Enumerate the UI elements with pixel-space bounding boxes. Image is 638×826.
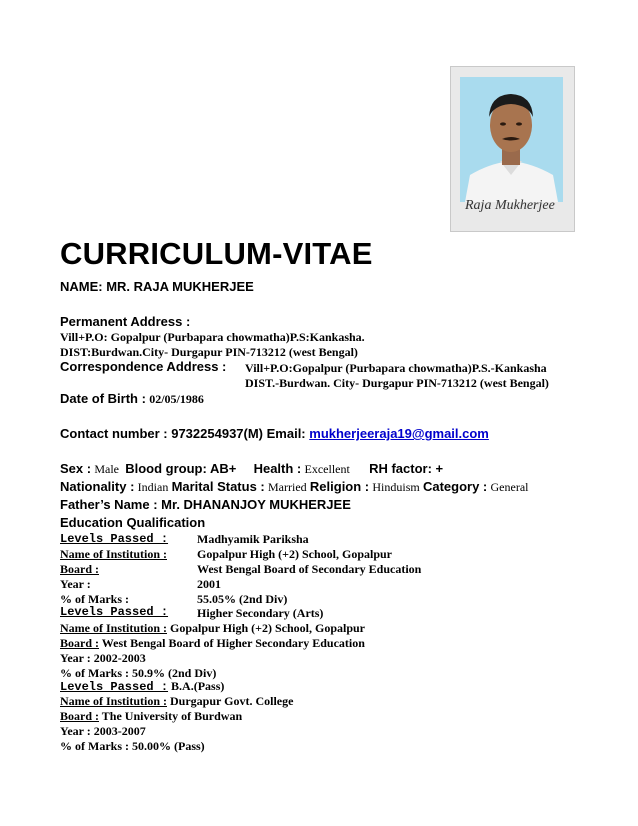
- category-value: General: [490, 480, 529, 494]
- sex-value: Male: [94, 462, 119, 476]
- edu1-marks-label: % of Marks :: [60, 592, 129, 606]
- edu1-board-label: Board :: [60, 562, 99, 576]
- dob-row: [60, 391, 204, 407]
- edu1-year: 2001: [197, 577, 221, 591]
- correspondence-address-line2: DIST.-Burdwan. City- Durgapur PIN-713212 (west Bengal): [245, 376, 549, 390]
- marital-label: Marital Status :: [171, 479, 265, 494]
- edu2-institution-row: [60, 621, 365, 636]
- edu3-level: B.A.(Pass): [171, 679, 225, 693]
- edu2-board: West Bengal Board of Higher Secondary Education: [101, 636, 365, 650]
- religion-label: Religion :: [309, 479, 370, 494]
- father-name: Father’s Name : Mr. DHANANJOY MUKHERJEE: [60, 497, 351, 512]
- edu3-institution-label: Name of Institution :: [60, 694, 167, 708]
- dob-label: Date of Birth :: [60, 391, 146, 406]
- edu2-marks: % of Marks : 50.9% (2nd Div): [60, 666, 217, 680]
- sex-label: Sex :: [60, 461, 92, 476]
- name-line: NAME: MR. RAJA MUKHERJEE: [60, 279, 254, 294]
- profile-photo: [450, 66, 575, 232]
- signature: Raja Mukherjee: [465, 198, 555, 213]
- edu3-levels-row: [60, 679, 224, 694]
- permanent-address-line1: Vill+P.O: Gopalpur (Purbapara chowmatha)P.S:Kankasha.: [60, 330, 365, 344]
- personal-row: [60, 461, 443, 477]
- education-title: Education Qualification: [60, 515, 206, 530]
- blood-group: Blood group: AB+: [125, 461, 237, 476]
- correspondence-address-line1: Vill+P.O:Gopalpur (Purbapara chowmatha)P.S.-Kankasha: [245, 361, 547, 375]
- edu1-level: Madhyamik Pariksha: [197, 532, 309, 546]
- permanent-address-label: Permanent Address :: [60, 314, 191, 329]
- edu1-board: West Bengal Board of Secondary Education: [197, 562, 422, 576]
- correspondence-address-label: Correspondence Address :: [60, 359, 227, 374]
- contact-label: Contact number : 9732254937(M) Email:: [60, 426, 306, 441]
- edu1-institution: Gopalpur High (+2) School, Gopalpur: [197, 547, 392, 561]
- edu2-levels-label: Levels Passed :: [60, 605, 169, 619]
- edu2-board-label: Board :: [60, 636, 99, 650]
- dob-value: 02/05/1986: [149, 392, 204, 406]
- nationality-value: Indian: [137, 480, 169, 494]
- edu3-marks: % of Marks : 50.00% (Pass): [60, 739, 205, 753]
- marital-value: Married: [268, 480, 307, 494]
- health-value: Excellent: [304, 462, 350, 476]
- contact-row: [60, 426, 489, 441]
- edu3-institution: Durgapur Govt. College: [170, 694, 294, 708]
- edu2-institution-label: Name of Institution :: [60, 621, 167, 635]
- edu1-levels-label: Levels Passed :: [60, 532, 169, 546]
- edu2-level: Higher Secondary (Arts): [197, 606, 324, 620]
- edu3-board: The University of Burdwan: [101, 709, 243, 723]
- edu1-year-label: Year :: [60, 577, 91, 591]
- edu3-levels-label: Levels Passed :: [60, 680, 169, 694]
- category-label: Category :: [422, 479, 488, 494]
- edu3-board-row: [60, 709, 242, 724]
- portrait-icon: [460, 77, 563, 202]
- nationality-row: [60, 479, 529, 495]
- page-title: CURRICULUM-VITAE: [60, 236, 373, 271]
- portrait-image: [460, 77, 563, 202]
- edu3-board-label: Board :: [60, 709, 99, 723]
- health-label: Health :: [253, 461, 302, 476]
- edu3-institution-row: [60, 694, 293, 709]
- rh-factor: RH factor: +: [369, 461, 444, 476]
- edu3-year: Year : 2003-2007: [60, 724, 146, 738]
- nationality-label: Nationality :: [60, 479, 135, 494]
- edu2-board-row: [60, 636, 365, 651]
- religion-value: Hinduism: [372, 480, 420, 494]
- edu1-institution-label: Name of Institution :: [60, 547, 167, 561]
- edu2-institution: Gopalpur High (+2) School, Gopalpur: [170, 621, 365, 635]
- edu1-marks: 55.05% (2nd Div): [197, 592, 288, 606]
- email-link[interactable]: mukherjeeraja19@gmail.com: [309, 426, 489, 441]
- permanent-address-line2: DIST:Burdwan.City- Durgapur PIN-713212 (west Bengal): [60, 345, 358, 359]
- edu2-year: Year : 2002-2003: [60, 651, 146, 665]
